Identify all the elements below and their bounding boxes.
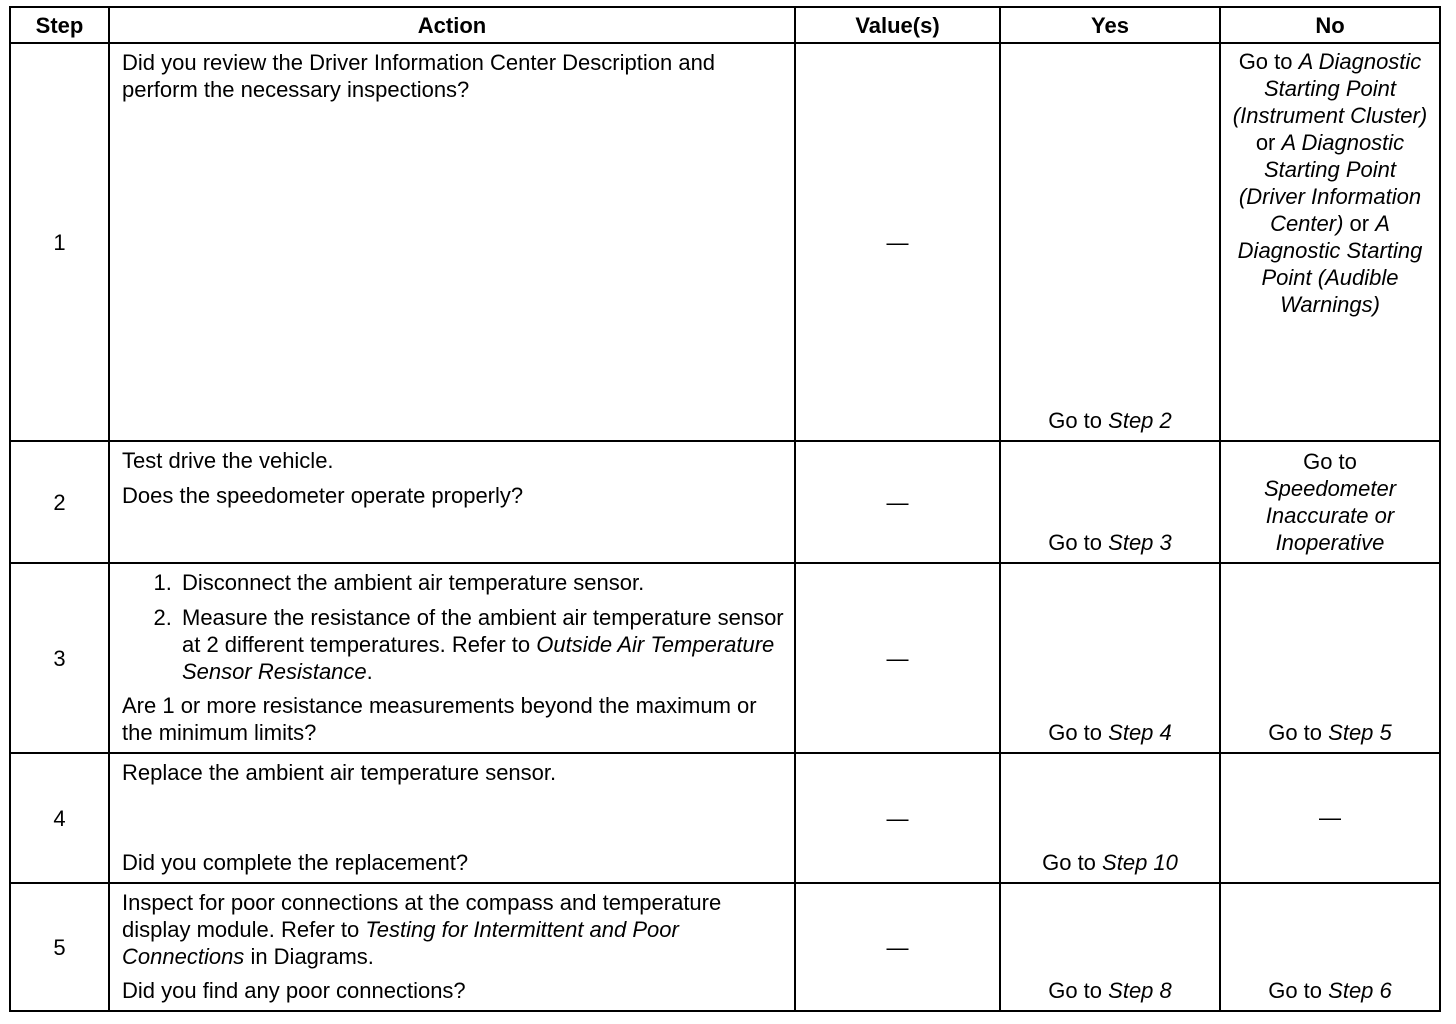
no-step-link[interactable]: Step 5	[1328, 720, 1392, 745]
no-prefix: Go to	[1238, 49, 1293, 74]
no-prefix: Go to	[1268, 720, 1323, 745]
yes-step-link[interactable]: Step 10	[1102, 850, 1178, 875]
yes-cell	[1000, 753, 1220, 883]
value-cell: —	[795, 753, 1000, 883]
action-reference-link[interactable]: Testing for Intermittent and Poor Connections	[122, 917, 679, 969]
value-cell: —	[795, 441, 1000, 563]
yes-step-link[interactable]: Step 4	[1108, 720, 1172, 745]
action-question: Did you complete the replacement?	[122, 850, 469, 875]
step-number: 3	[10, 563, 109, 753]
no-cell	[1220, 883, 1440, 1011]
yes-cell	[1000, 43, 1220, 441]
action-question: Are 1 or more resistance measurements beyond the maximum or the minimum limits?	[122, 693, 757, 745]
value-cell: —	[795, 43, 1000, 441]
no-cell	[1220, 441, 1440, 563]
yes-cell	[1000, 563, 1220, 753]
no-link-instrument-cluster[interactable]: A Diagnostic Starting Point (Instrument Cluster)	[1232, 49, 1428, 128]
no-cell	[1220, 43, 1440, 441]
yes-step-link[interactable]: Step 8	[1108, 978, 1172, 1003]
no-link-audible-warnings[interactable]: A Diagnostic Starting Point (Audible Warnings)	[1237, 211, 1423, 317]
yes-cell	[1000, 441, 1220, 563]
header-step: Step	[10, 7, 109, 43]
action-cell	[109, 563, 795, 753]
list-item: 1. Disconnect the ambient air temperature sensor.	[178, 569, 784, 596]
header-action: Action	[109, 7, 795, 43]
table-row	[10, 753, 1440, 883]
no-prefix: Go to	[1303, 449, 1357, 474]
yes-prefix: Go to	[1048, 978, 1103, 1003]
yes-prefix: Go to	[1048, 720, 1103, 745]
no-or: or	[1255, 130, 1276, 155]
no-or: or	[1349, 211, 1370, 236]
list-item: 2. Measure the resistance of the ambient air temperature sensor at 2 different temperatures. Refer to Outside Air Temperature Sensor Resistance.	[178, 604, 784, 685]
action-instruction: Inspect for poor connections at the compass and temperature display module. Refer to Testing for Intermittent and Poor Connections in Diagrams.	[122, 890, 722, 969]
diagnostic-table	[9, 6, 1441, 1012]
step-number: 4	[10, 753, 109, 883]
yes-step-link[interactable]: Step 2	[1108, 408, 1172, 433]
value-cell: —	[795, 883, 1000, 1011]
table-row	[10, 441, 1440, 563]
yes-prefix: Go to	[1048, 530, 1103, 555]
yes-cell	[1000, 883, 1220, 1011]
action-question: Did you review the Driver Information Center Description and perform the necessary inspections?	[122, 50, 716, 102]
header-row	[10, 7, 1440, 43]
action-instruction: Test drive the vehicle.	[122, 448, 334, 473]
action-cell	[109, 883, 795, 1011]
no-prefix: Go to	[1268, 978, 1323, 1003]
action-cell	[109, 441, 795, 563]
yes-step-link[interactable]: Step 3	[1108, 530, 1172, 555]
no-step-link[interactable]: Step 6	[1328, 978, 1392, 1003]
action-step-list	[122, 569, 784, 685]
table-row	[10, 883, 1440, 1011]
no-cell	[1220, 563, 1440, 753]
no-link-speedometer[interactable]: Speedometer Inaccurate or Inoperative	[1263, 476, 1397, 555]
header-no: No	[1220, 7, 1440, 43]
no-link-driver-information-center[interactable]: A Diagnostic Starting Point (Driver Information Center)	[1238, 130, 1422, 236]
table-row	[10, 563, 1440, 753]
yes-prefix: Go to	[1048, 408, 1103, 433]
action-question: Does the speedometer operate properly?	[122, 483, 524, 508]
step-number: 2	[10, 441, 109, 563]
step-number: 5	[10, 883, 109, 1011]
action-instruction: Replace the ambient air temperature sensor.	[122, 760, 557, 785]
yes-prefix: Go to	[1042, 850, 1096, 875]
action-cell	[109, 43, 795, 441]
header-yes: Yes	[1000, 7, 1220, 43]
header-values: Value(s)	[795, 7, 1000, 43]
table-row	[10, 43, 1440, 441]
step-number: 1	[10, 43, 109, 441]
action-question: Did you find any poor connections?	[122, 978, 466, 1003]
action-cell	[109, 753, 795, 883]
value-cell: —	[795, 563, 1000, 753]
action-reference-link[interactable]: Outside Air Temperature Sensor Resistance	[182, 632, 775, 684]
no-cell: —	[1220, 753, 1440, 883]
